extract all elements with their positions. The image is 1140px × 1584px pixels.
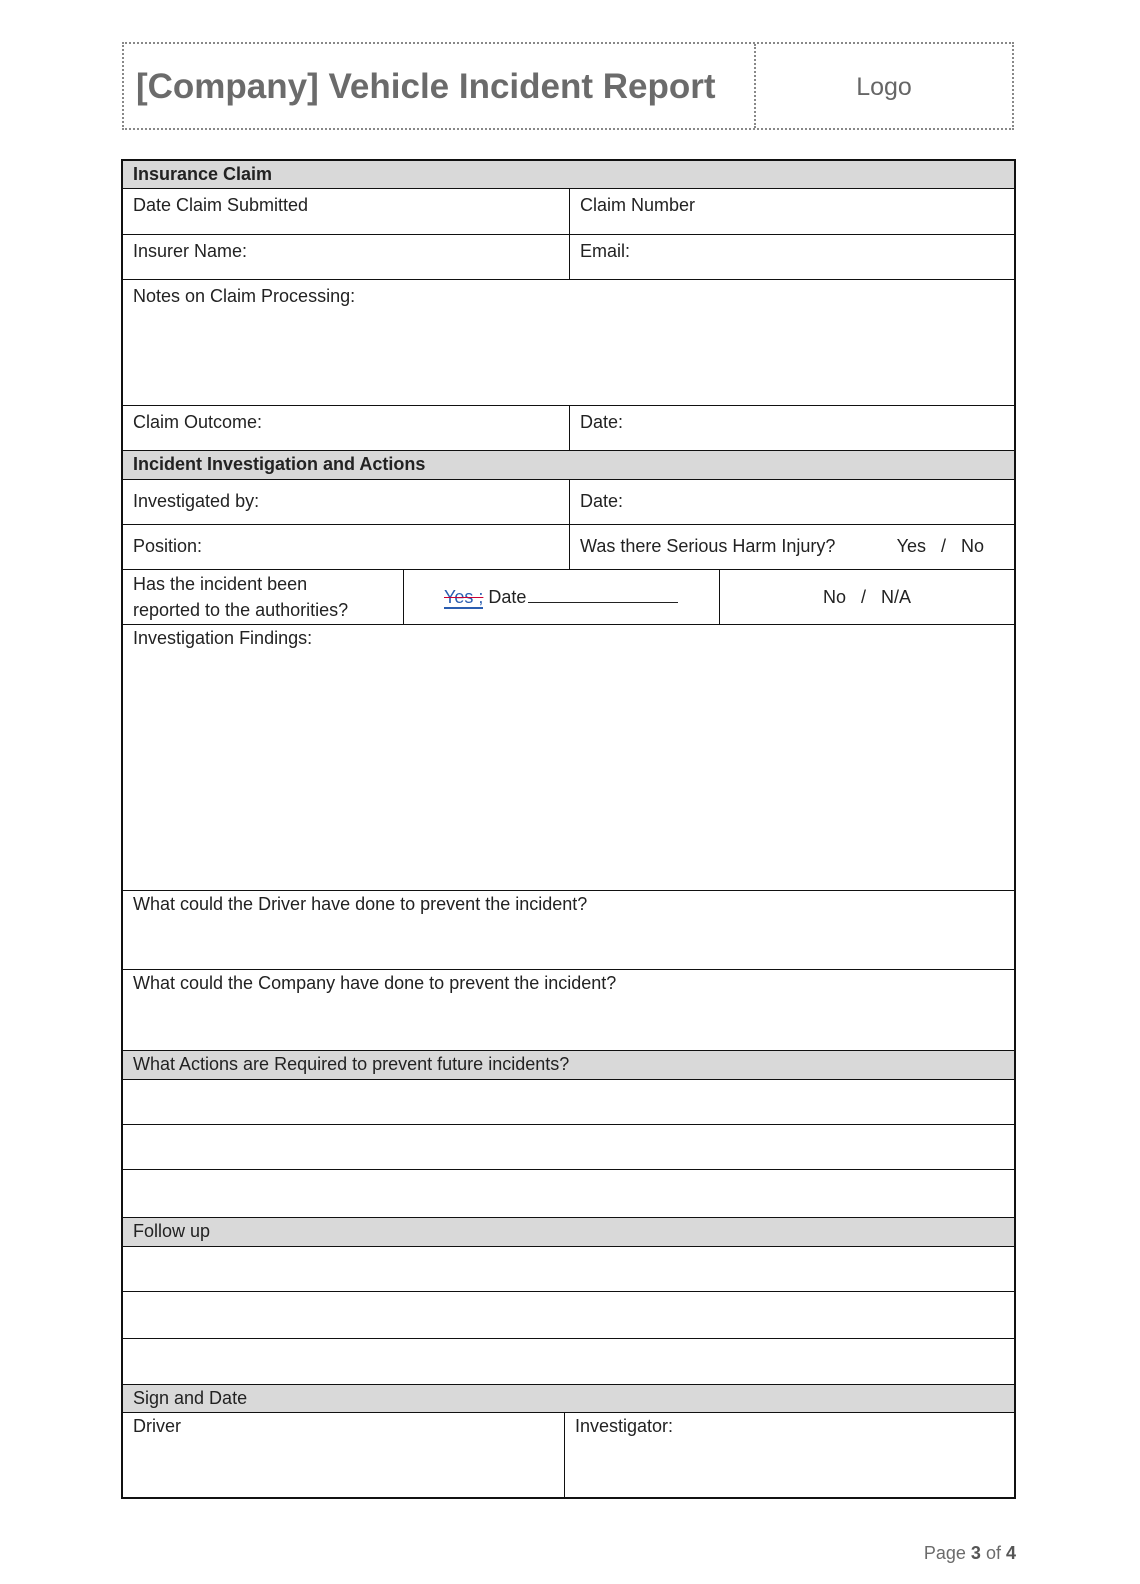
section-sign-and-date: Sign and Date	[123, 1385, 1014, 1413]
follow-up-line[interactable]	[123, 1292, 1014, 1338]
follow-up-line[interactable]	[123, 1247, 1014, 1291]
date-claim-submitted-field[interactable]: Date Claim Submitted	[123, 189, 570, 234]
incident-form	[121, 159, 1016, 1499]
follow-up-line[interactable]	[123, 1339, 1014, 1384]
claim-notes-field[interactable]: Notes on Claim Processing:	[133, 286, 356, 306]
page-number: Page 3 of 4	[923, 1543, 1016, 1563]
driver-prevention-field[interactable]: What could the Driver have done to prevent the incident?	[133, 894, 588, 914]
email-field[interactable]: Email:	[580, 241, 631, 261]
investigator-signature-field[interactable]: Investigator:	[575, 1416, 674, 1436]
reported-date-blank[interactable]	[528, 584, 678, 603]
section-insurance-claim: Insurance Claim	[123, 161, 1014, 189]
company-prevention-field[interactable]: What could the Company have done to prevent the incident?	[133, 973, 617, 993]
position-field[interactable]: Position:	[123, 525, 570, 569]
section-actions-required: What Actions are Required to prevent future incidents?	[123, 1051, 1014, 1080]
report-title: [Company] Vehicle Incident Report	[124, 44, 756, 128]
investigated-by-field[interactable]: Investigated by:	[123, 480, 570, 524]
claim-number-field[interactable]: Claim Number	[580, 195, 696, 215]
action-line[interactable]	[123, 1125, 1014, 1169]
investigation-date-field[interactable]: Date:	[580, 491, 624, 511]
logo-placeholder: Logo	[856, 73, 912, 101]
claim-outcome-field[interactable]: Claim Outcome:	[123, 406, 570, 450]
investigation-findings-field[interactable]: Investigation Findings:	[133, 628, 313, 648]
serious-harm-yes-no[interactable]: Yes / No	[896, 536, 984, 556]
serious-harm-label: Was there Serious Harm Injury?	[580, 536, 836, 556]
section-incident-investigation: Incident Investigation and Actions	[123, 451, 1014, 480]
driver-signature-field[interactable]: Driver	[123, 1413, 565, 1497]
insurer-name-field[interactable]: Insurer Name:	[123, 235, 570, 279]
yes-struck-text: Yes ;	[444, 587, 484, 607]
action-line[interactable]	[123, 1080, 1014, 1124]
serious-harm-field[interactable]	[570, 525, 1014, 569]
reported-authorities-label: Has the incident been reported to the authorities?	[123, 570, 404, 624]
report-header	[122, 42, 1014, 130]
reported-yes-date-field[interactable]: Yes ; Date	[404, 570, 720, 624]
action-line[interactable]	[123, 1170, 1014, 1217]
section-follow-up: Follow up	[123, 1218, 1014, 1247]
claim-outcome-date-field[interactable]: Date:	[580, 412, 624, 432]
reported-no-na-option[interactable]: No / N/A	[822, 587, 912, 607]
